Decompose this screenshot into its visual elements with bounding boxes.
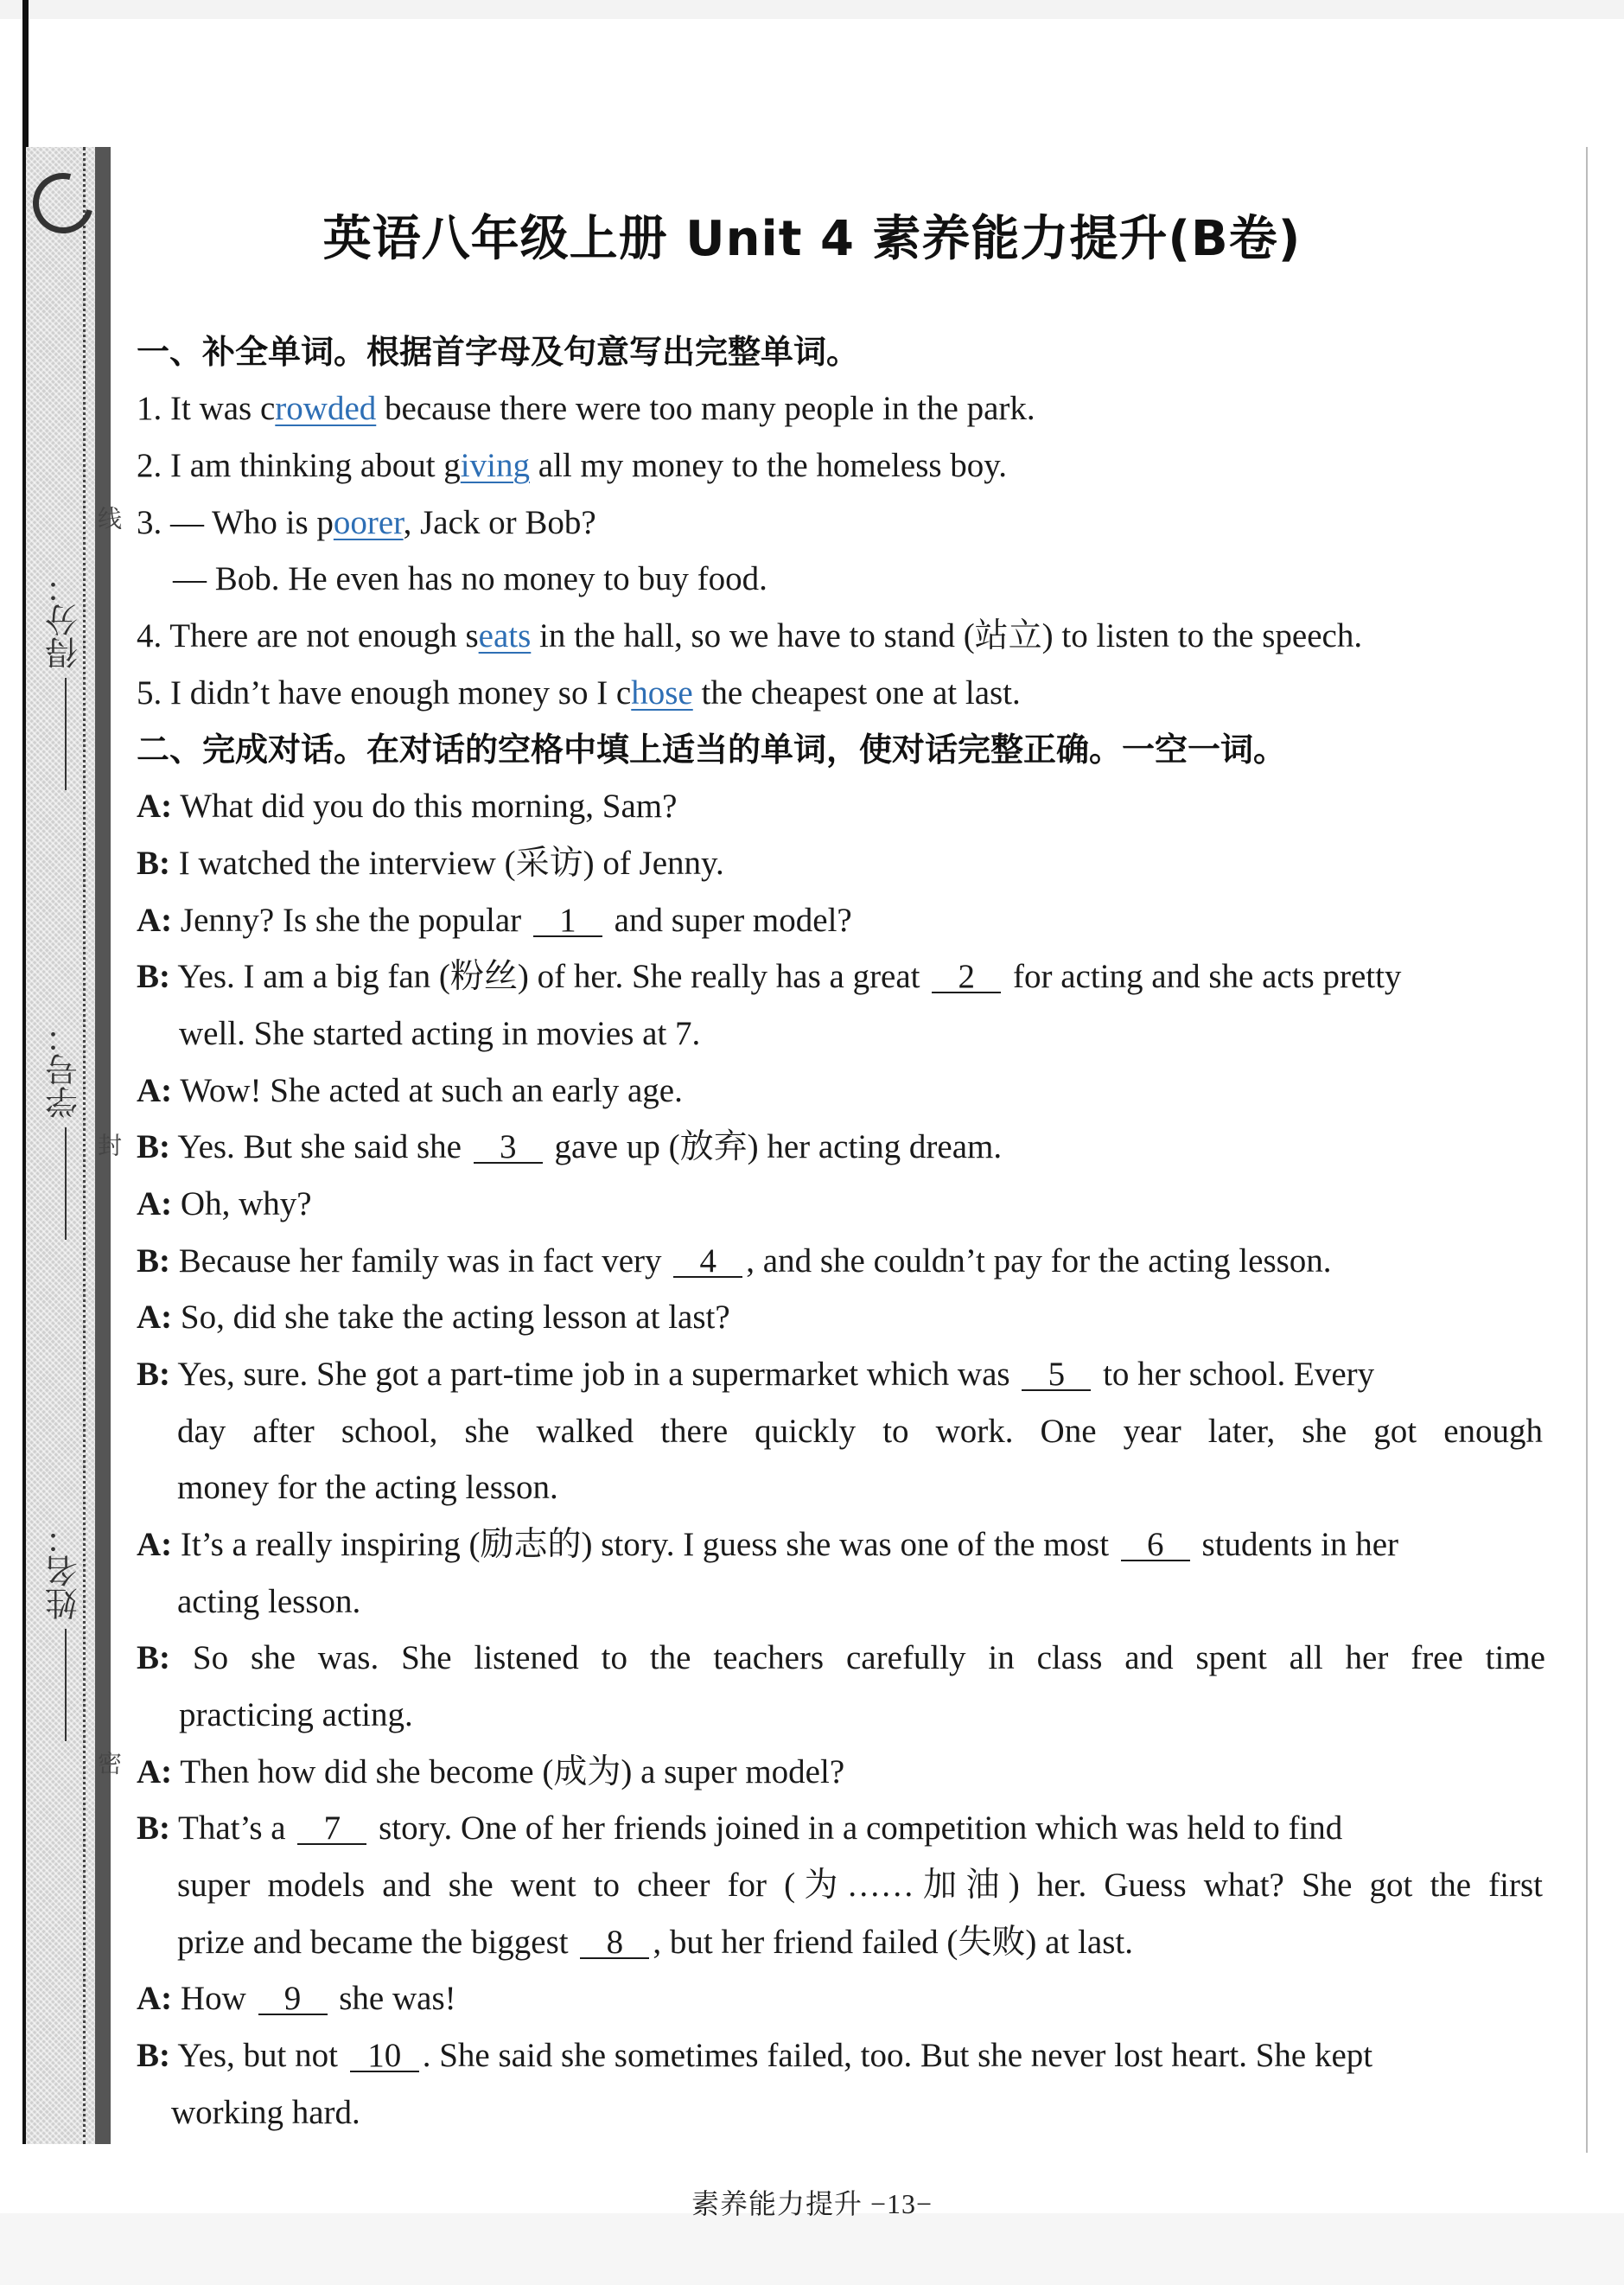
dialogue-line-4-cont: well. She started acting in movies at 7. (179, 1015, 701, 1052)
s1-item-1-answer: rowded (275, 390, 377, 427)
section2-heading: 二、完成对话。在对话的空格中填上适当的单词，使对话完整正确。一空一词。 (137, 731, 1287, 769)
s1-item-3-pre: 3. — Who is p (137, 504, 334, 541)
d3-post: and super model? (614, 902, 852, 939)
blank-1[interactable]: 1 (533, 906, 602, 937)
speaker-a: A: (137, 1072, 173, 1109)
dialogue-line-12-cont: practicing acting. (179, 1696, 413, 1733)
dialogue-line-4 (137, 957, 1545, 997)
speaker-a: A: (137, 788, 173, 825)
d14-cont2-pre: prize and became the biggest (177, 1924, 569, 1961)
name-field (35, 1522, 95, 1741)
speaker-a: A: (137, 1980, 173, 2017)
d14-pre: That’s a (178, 1809, 286, 1847)
s1-item-5-answer: hose (631, 674, 693, 712)
s1-item-4-pre: 4. There are not enough s (137, 617, 479, 654)
dialogue-line-9 (137, 1298, 1545, 1337)
dialogue-line-6 (137, 1127, 1545, 1167)
speaker-a: A: (137, 1299, 173, 1336)
speaker-b: B: (137, 958, 170, 995)
dialogue-line-2 (137, 844, 1545, 884)
speaker-a: A: (137, 1526, 173, 1563)
dialogue-line-7 (137, 1184, 1545, 1224)
d10-post: to her school. Every (1103, 1356, 1375, 1393)
s1-item-5-pre: 5. I didn’t have enough money so I c (137, 674, 632, 712)
score-blank (63, 678, 67, 790)
d4-post: for acting and she acts pretty (1013, 958, 1402, 995)
s1-item-3-post: , Jack or Bob? (403, 504, 596, 541)
s1-item-5 (137, 673, 1545, 713)
d5-text: Wow! She acted at such an early age. (180, 1072, 683, 1109)
student-no-label: 学号： (47, 1020, 84, 1119)
s1-item-2-pre: 2. I am thinking about g (137, 447, 461, 484)
d8-post: , and she couldn’t pay for the acting lesson. (746, 1242, 1332, 1280)
dialogue-line-3 (137, 901, 1545, 941)
d12-text: So she was. She listened to the teachers carefully in class and spent all her free time (192, 1639, 1545, 1676)
section1-heading: 一、补全单词。根据首字母及句意写出完整单词。 (137, 333, 860, 371)
d7-text: Oh, why? (180, 1185, 312, 1222)
dialogue-line-10-cont-2: money for the acting lesson. (177, 1469, 558, 1506)
name-label: 姓名： (47, 1522, 84, 1620)
d14-post: story. One of her friends joined in a competition which was held to find (379, 1809, 1343, 1847)
s1-item-2-post: all my money to the homeless boy. (529, 447, 1008, 484)
dialogue-line-16-cont: working hard. (171, 2094, 360, 2131)
blank-2[interactable]: 2 (932, 962, 1001, 993)
s1-item-2 (137, 446, 1545, 486)
dialogue-line-15 (137, 1979, 1545, 2019)
s1-item-4-answer: eats (478, 617, 532, 654)
student-no-field (35, 1020, 95, 1240)
dialogue-line-13 (137, 1752, 1545, 1792)
s1-item-4-post: in the hall, so we have to stand (站立) to listen to the speech. (531, 617, 1363, 654)
blank-3[interactable]: 3 (474, 1133, 543, 1164)
scan-top-edge (0, 0, 1624, 19)
dialogue-line-5 (137, 1071, 1545, 1111)
name-blank (63, 1629, 67, 1741)
s1-item-3 (137, 503, 1545, 543)
speaker-a: A: (137, 902, 173, 939)
dialogue-line-1 (137, 787, 1545, 827)
d2-text: I watched the interview (采访) of Jenny. (178, 845, 724, 882)
student-no-blank (63, 1127, 67, 1240)
cut-mark-seal: 封 (94, 1133, 121, 1157)
dialogue-line-11 (137, 1525, 1545, 1565)
s1-item-3-reply: — Bob. He even has no money to buy food. (173, 560, 767, 597)
dialogue-line-16 (137, 2036, 1545, 2076)
s1-item-1-post: because there were too many people in the park. (376, 390, 1035, 427)
speaker-a: A: (137, 1185, 173, 1222)
s1-item-4 (137, 616, 1545, 656)
dialogue-line-14 (137, 1809, 1545, 1848)
cut-mark-secret: 密 (94, 1751, 121, 1775)
dialogue-line-11-cont: acting lesson. (177, 1583, 361, 1620)
d9-text: So, did she take the acting lesson at last? (180, 1299, 730, 1336)
d13-text: Then how did she become (成为) a super model? (180, 1753, 845, 1790)
speaker-b: B: (137, 1128, 170, 1165)
d16-pre: Yes, but not (177, 2037, 338, 2074)
d8-pre: Because her family was in fact very (178, 1242, 662, 1280)
blank-5[interactable]: 5 (1022, 1360, 1091, 1391)
d16-post: . She said she sometimes failed, too. But she never lost heart. She kept (422, 2037, 1373, 2074)
d3-pre: Jenny? Is she the popular (180, 902, 522, 939)
d6-post: gave up (放弃) her acting dream. (554, 1128, 1003, 1165)
speaker-b: B: (137, 1242, 170, 1280)
blank-4[interactable]: 4 (673, 1247, 742, 1278)
dialogue-line-8 (137, 1241, 1545, 1281)
dialogue-line-14-cont-2 (177, 1923, 1586, 1963)
speaker-b: B: (137, 1809, 170, 1847)
s1-item-1-pre: 1. It was c (137, 390, 276, 427)
blank-8[interactable]: 8 (580, 1928, 649, 1959)
cut-mark-line: 线 (94, 506, 121, 530)
s1-item-5-post: the cheapest one at last. (692, 674, 1021, 712)
scan-bottom-edge (0, 2213, 1624, 2285)
d1-text: What did you do this morning, Sam? (180, 788, 678, 825)
s1-item-2-answer: iving (460, 447, 530, 484)
speaker-b: B: (137, 845, 170, 882)
page-title: 英语八年级上册 Unit 4 素养能力提升(B卷) (322, 211, 1302, 267)
d15-pre: How (180, 1980, 246, 2017)
dialogue-line-12 (137, 1638, 1545, 1678)
speaker-a: A: (137, 1753, 173, 1790)
speaker-b: B: (137, 1356, 170, 1393)
dialogue-line-14-cont-1: super models and she went to cheer for (为……加油) her. Guess what? She got the first (177, 1867, 1543, 1904)
right-margin-rule (1586, 147, 1588, 2153)
speaker-b: B: (137, 1639, 170, 1676)
s1-item-3-answer: oorer (333, 504, 404, 541)
blank-7[interactable]: 7 (297, 1814, 366, 1845)
d15-post: she was! (339, 1980, 456, 2017)
score-label: 得分： (47, 571, 84, 669)
page-footer: 素养能力提升 −13− (691, 2188, 933, 2219)
score-field (35, 571, 95, 790)
dialogue-line-10 (137, 1355, 1545, 1395)
d14-cont2-post: , but her friend failed (失败) at last. (653, 1924, 1133, 1961)
d6-pre: Yes. But she said she (177, 1128, 462, 1165)
blank-9[interactable]: 9 (258, 1984, 328, 2015)
d10-pre: Yes, sure. She got a part-time job in a supermarket which was (177, 1356, 1010, 1393)
dialogue-line-10-cont-1: day after school, she walked there quickly to work. One year later, she got enough (177, 1413, 1543, 1450)
d11-post: students in her (1201, 1526, 1398, 1563)
blank-10[interactable]: 10 (350, 2041, 419, 2072)
blank-6[interactable]: 6 (1121, 1530, 1190, 1561)
s1-item-1 (137, 389, 1545, 429)
speaker-b: B: (137, 2037, 170, 2074)
d11-pre: It’s a really inspiring (励志的) story. I guess she was one of the most (180, 1526, 1110, 1563)
d4-pre: Yes. I am a big fan (粉丝) of her. She really has a great (177, 958, 920, 995)
